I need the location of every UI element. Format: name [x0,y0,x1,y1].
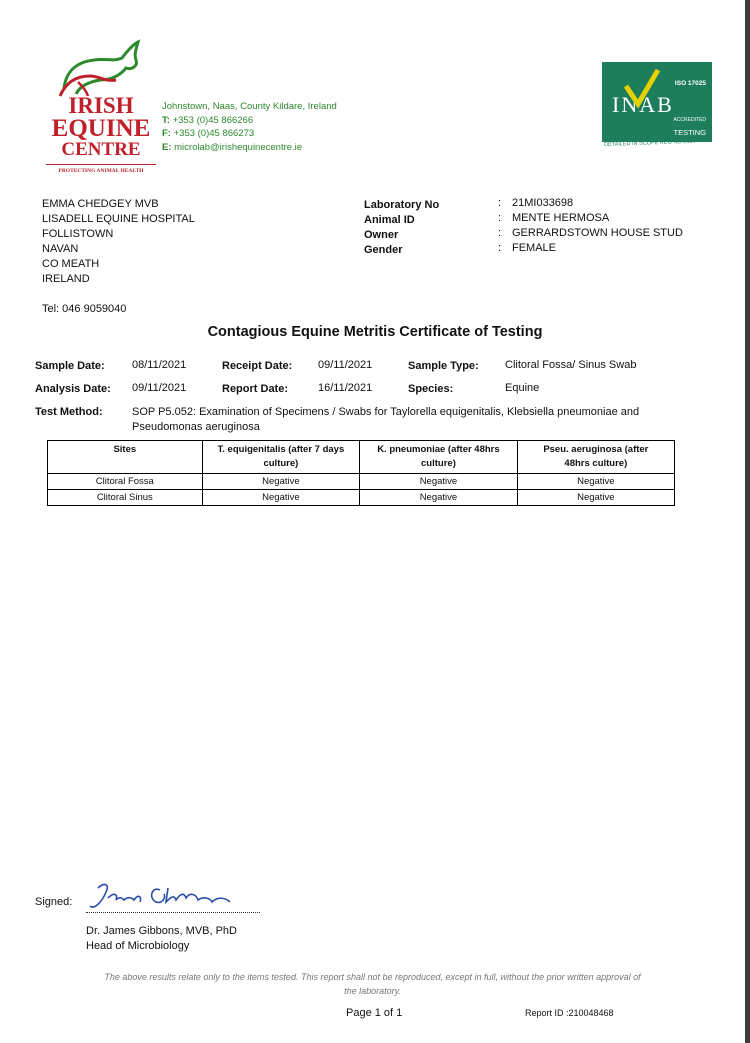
horse-logo-icon [46,36,156,98]
recipient-line: NAVAN [42,243,79,255]
test-method-label: Test Method: [35,406,103,418]
iso-label: ISO 17025 [674,80,706,87]
contact-block [162,100,337,154]
signature-line [86,912,260,913]
animal-id-value: MENTE HERMOSA [512,212,610,224]
recipient-line: LISADELL EQUINE HOSPITAL [42,213,195,225]
owner-label: Owner [364,229,399,241]
recipient-line: FOLLISTOWN [42,228,114,240]
analysis-date-label: Analysis Date: [35,383,111,395]
signatory-role: Head of Microbiology [86,940,190,952]
testing-label: TESTING [673,128,706,137]
org-email: E: microlab@irishequinecentre.ie [162,141,303,153]
lab-info-colons: : : : : [498,197,502,254]
accredited-label: ACCREDITED [673,117,706,123]
report-date-label: Report Date: [222,383,289,395]
logo-tagline: PROTECTING ANIMAL HEALTH [46,164,156,175]
logo-name-centre: CENTRE [61,139,141,160]
test-method-value: SOP P5.052: Examination of Specimens / Swabs for Taylorella equigenitalis, Klebsiella pneumoniae and Pseudomonas aeruginosa [132,406,640,433]
table-header-row [48,441,675,474]
column-header-sites: Sites [48,441,203,474]
column-header-t-equigenitalis: T. equigenitalis (after 7 days culture) [202,441,360,474]
inab-accreditation-badge [602,62,712,142]
recipient-line: IRELAND [42,273,90,285]
receipt-date-value: 09/11/2021 [318,359,373,371]
org-phone: T: +353 (0)45 866266 [162,114,254,126]
org-fax: F: +353 (0)45 866273 [162,128,255,139]
recipient-address [42,197,195,287]
page-number: Page 1 of 1 [346,1007,403,1019]
checkmark-icon [622,68,662,108]
certificate-title: Contagious Equine Metritis Certificate of Testing [207,324,543,340]
table-row: Clitoral Fossa Negative Negative Negative [48,474,675,490]
sample-type-label: Sample Type: [408,360,479,372]
table-row: Clitoral Sinus Negative Negative Negative [48,490,675,506]
gender-value: FEMALE [512,242,557,254]
inab-mark: INAB [612,92,674,117]
lab-info-labels [364,198,439,258]
results-table [47,440,675,506]
analysis-date-value: 09/11/2021 [132,382,187,394]
lab-info-values [512,196,683,256]
org-address: Johnstown, Naas, County Kildare, Ireland [162,101,337,112]
recipient-tel: Tel: 046 9059040 [42,303,127,315]
report-date-value: 16/11/2021 [318,382,373,394]
species-value: Equine [505,382,540,394]
lab-no-value: 21MI033698 [512,197,574,209]
column-header-k-pneumoniae: K. pneumoniae (after 48hrs culture) [360,441,518,474]
handwritten-signature [86,880,246,916]
report-id: Report ID :210048468 [525,1008,614,1018]
column-header-pseu-aeruginosa: Pseu. aeruginosa (after 48hrs culture) [517,441,674,474]
receipt-date-label: Receipt Date: [222,360,293,372]
disclaimer: The above results relate only to the items tested. This report shall not be reproduced, except in full, without the prior written approval of the laboratory. [104,972,641,996]
irish-equine-centre-logo [46,36,156,176]
sample-date-label: Sample Date: [35,360,105,372]
species-label: Species: [408,383,454,395]
lab-no-label: Laboratory No [364,199,440,211]
signatory-name: Dr. James Gibbons, MVB, PhD [86,925,237,937]
recipient-line: EMMA CHEDGEY MVB [42,198,159,210]
logo-name-irish: IRISH [68,93,134,118]
gender-label: Gender [364,244,403,256]
scope-label: DETAILED IN SCOPE REG NO.151T [604,138,696,148]
signed-label: Signed: [35,896,73,908]
sample-date-value: 08/11/2021 [132,359,187,371]
logo-name-equine: EQUINE [51,115,151,142]
animal-id-label: Animal ID [364,214,415,226]
sample-type-value: Clitoral Fossa/ Sinus Swab [505,359,637,371]
owner-value: GERRARDSTOWN HOUSE STUD [512,227,683,239]
recipient-line: CO MEATH [42,258,100,270]
